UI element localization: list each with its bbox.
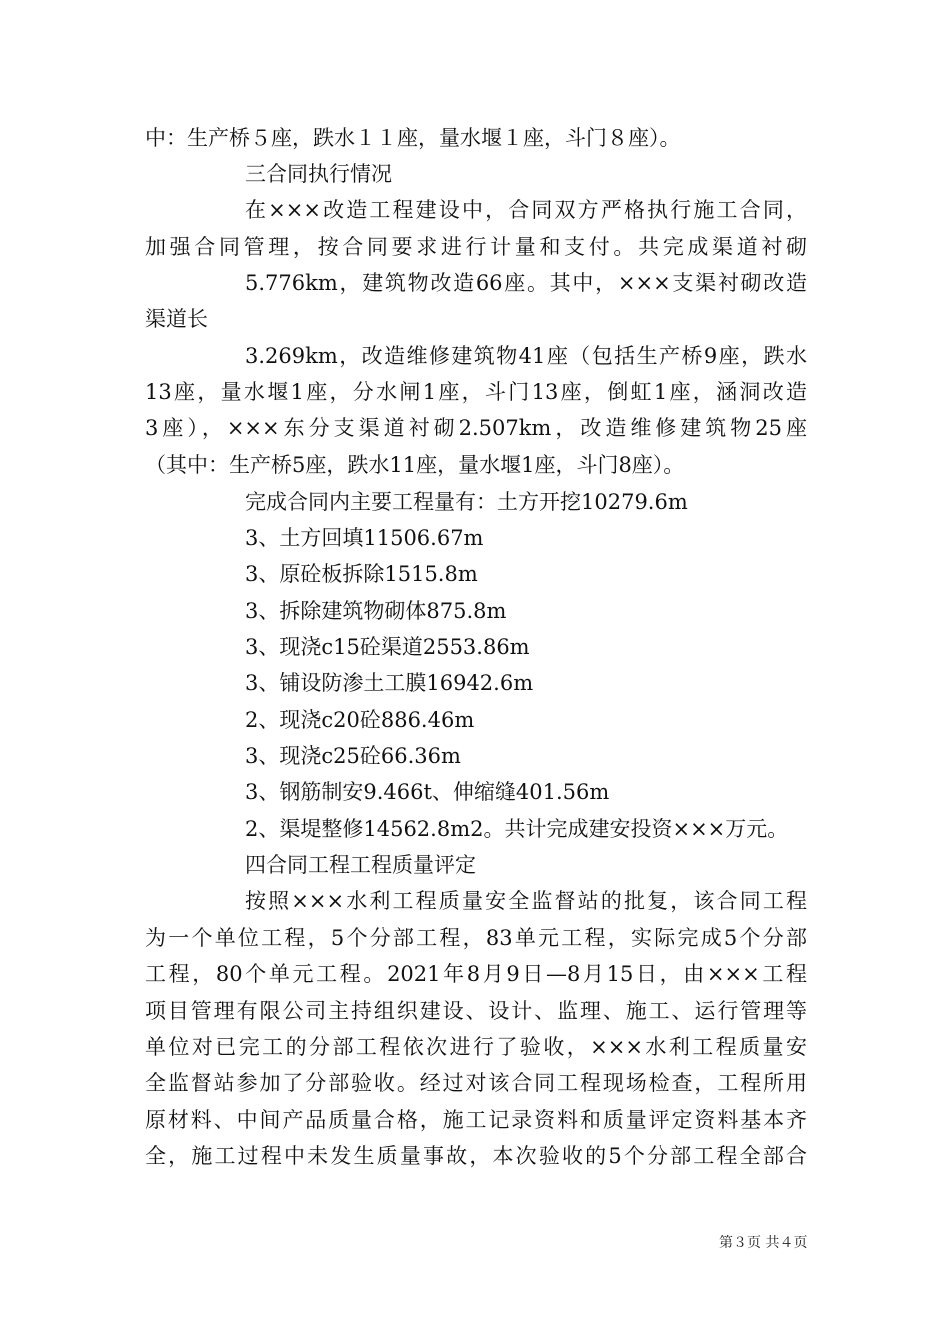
quantity-item: 3、钢筋制安9.466t、伸缩缝401.56m [245, 780, 610, 804]
body-line-8: 13座，量水堰1座，分水闸1座，斗门13座，倒虹1座，涵洞改造 [145, 380, 807, 404]
quantity-item: 3、现浇c25砼66.36m [245, 744, 461, 768]
quantity-item: 2、渠堤整修14562.8m2。共计完成建安投资×××万元。 [245, 817, 789, 841]
body-line-28: 原材料、中间产品质量合格，施工记录资料和质量评定资料基本齐 [145, 1108, 807, 1132]
body-line-5: 5.776km，建筑物改造66座。其中，×××支渠衬砌改造 [245, 271, 807, 295]
body-line-7: 3.269km，改造维修建筑物41座（包括生产桥9座，跌水 [245, 344, 807, 368]
body-line-26: 单位对已完工的分部工程依次进行了验收，×××水利工程质量安 [145, 1035, 807, 1059]
body-line-25: 项目管理有限公司主持组织建设、设计、监理、施工、运行管理等 [145, 999, 807, 1023]
body-line-24: 工程，80个单元工程。2021年8月9日—8月15日，由×××工程 [145, 962, 807, 986]
body-line-3: 在×××改造工程建设中，合同双方严格执行施工合同， [245, 198, 807, 222]
quantity-item: 3、原砼板拆除1515.8m [245, 562, 478, 586]
body-line-10: （其中：生产桥5座，跌水11座，量水堰1座，斗门8座）。 [145, 453, 685, 477]
page-number-footer: 第３页 共４页 [719, 1235, 808, 1251]
body-line-22: 按照×××水利工程质量安全监督站的批复，该合同工程 [245, 889, 807, 913]
body-line-9: 3座），×××东分支渠道衬砌2.507km，改造维修建筑物25座 [145, 416, 807, 440]
quantity-item: 3、现浇c15砼渠道2553.86m [245, 635, 530, 659]
body-line-23: 为一个单位工程，5个分部工程，83单元工程，实际完成5个分部 [145, 926, 807, 950]
body-line-27: 全监督站参加了分部验收。经过对该合同工程现场检查，工程所用 [145, 1071, 807, 1095]
quantity-item: 3、拆除建筑物砌体875.8m [245, 599, 507, 623]
quantity-item: 2、现浇c20砼886.46m [245, 708, 475, 732]
quantity-intro: 完成合同内主要工程量有：土方开挖10279.6m [245, 490, 688, 514]
body-line-29: 全，施工过程中未发生质量事故，本次验收的5个分部工程全部合 [145, 1144, 807, 1168]
body-line-4: 加强合同管理，按合同要求进行计量和支付。共完成渠道衬砌 [145, 235, 807, 259]
body-line-1: 中：生产桥５座，跌水１１座，量水堰１座，斗门８座）。 [145, 126, 681, 150]
quantity-item: 3、铺设防渗土工膜16942.6m [245, 671, 534, 695]
section-heading-contract-execution: 三合同执行情况 [245, 162, 392, 186]
quantity-item: 3、土方回填11506.67m [245, 526, 484, 550]
section-heading-quality-assessment: 四合同工程工程质量评定 [245, 853, 476, 877]
body-line-6: 渠道长 [145, 307, 208, 331]
